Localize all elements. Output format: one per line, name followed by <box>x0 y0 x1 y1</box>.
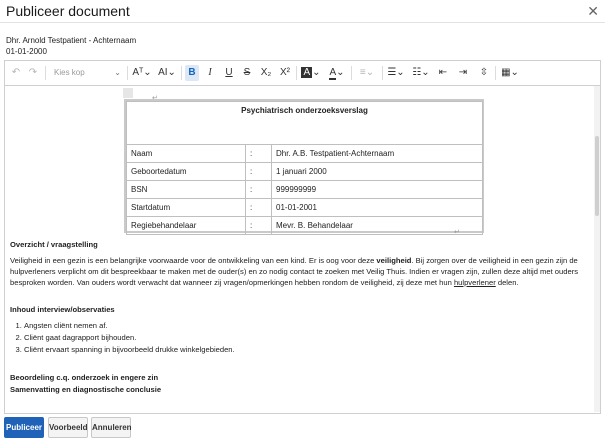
publish-button[interactable]: Publiceer <box>4 417 44 438</box>
table-cell-sep: : <box>246 163 272 181</box>
bold-button[interactable]: B <box>185 65 199 81</box>
strikethrough-button[interactable]: S <box>243 67 251 78</box>
toolbar-divider <box>351 66 352 80</box>
numbered-list-icon[interactable]: ☷⌄ <box>412 67 430 78</box>
table-cell-value: Mevr. B. Behandelaar <box>272 217 483 235</box>
table-row <box>127 181 483 199</box>
table-cell-value: 1 januari 2000 <box>272 163 483 181</box>
table-cell-sep: : <box>246 145 272 163</box>
paragraph-text: . Bij zorgen over de veiligheid in een gezin zijn de hulpverleners verplicht om dit bespreekbaar te maken met de ouder(s) en zo nodig contact te zoeken met Veilig Thuis. Indien er vragen zijn, zullen deze altijd met ouders besproken worden. Van ouders wordt verwacht dat wanneer zij vragen/opmerkingen hebben rondom de veiligheid, zij deze met hun <box>10 256 579 287</box>
numbered-list <box>10 320 595 356</box>
highlight-icon: A <box>303 67 311 78</box>
table-cell-label: Startdatum <box>127 199 246 217</box>
list-item: 1. Angsten cliënt nemen af. <box>24 320 595 332</box>
font-color-icon: A <box>329 67 337 78</box>
table-cell-label: Geboortedatum <box>127 163 246 181</box>
document-body <box>10 239 595 395</box>
insert-paragraph-icon[interactable]: ↵ <box>152 95 158 102</box>
editor-scrollbar[interactable] <box>594 86 600 412</box>
table-row <box>127 199 483 217</box>
list-item: 2. Cliënt gaat dagrapport bijhouden. <box>24 332 595 344</box>
table-row <box>127 163 483 181</box>
outdent-icon[interactable]: ⇤ <box>438 67 448 78</box>
table-cell-value: 01-01-2001 <box>272 199 483 217</box>
report-table-heading: Psychiatrisch onderzoeksverslag <box>127 102 483 145</box>
report-table[interactable] <box>124 99 484 233</box>
table-row <box>127 145 483 163</box>
document-editor[interactable] <box>4 60 601 414</box>
table-cell-sep: : <box>246 217 272 235</box>
table-cell-sep: : <box>246 199 272 217</box>
close-icon[interactable]: ✕ <box>587 3 599 19</box>
table-icon[interactable]: ▦⌄ <box>501 67 519 78</box>
font-family-icon[interactable]: AI⌄ <box>158 67 176 78</box>
insert-paragraph-after-icon[interactable]: ↵ <box>454 229 460 236</box>
toolbar-divider <box>382 66 383 80</box>
table-cell-label: Regiebehandelaar <box>127 217 246 235</box>
align-icon[interactable]: ≡⌄ <box>359 67 375 78</box>
editor-toolbar <box>5 61 600 86</box>
paragraph-link[interactable]: hulpverlener <box>453 278 496 287</box>
heading-dropdown-label: Kies kop <box>54 68 85 77</box>
chevron-down-icon: ⌄ <box>114 68 121 77</box>
editor-content[interactable] <box>5 86 600 412</box>
scrollbar-thumb[interactable] <box>595 136 599 216</box>
subscript-button[interactable]: X₂ <box>260 67 272 78</box>
table-cell-sep: : <box>246 181 272 199</box>
page-break-icon[interactable]: ⇳ <box>479 67 489 78</box>
patient-name: Dhr. Arnold Testpatient - Achternaam <box>6 36 137 45</box>
paragraph-text: delen. <box>495 278 519 287</box>
toolbar-divider <box>296 66 297 80</box>
section-heading: Beoordeling c.q. onderzoek in engere zin <box>10 373 159 382</box>
font-color-button[interactable]: A⌄ <box>329 67 345 78</box>
toolbar-divider <box>45 66 46 80</box>
table-row <box>127 217 483 235</box>
section-heading: Inhoud interview/observaties <box>10 305 115 314</box>
italic-button[interactable]: I <box>208 67 212 78</box>
cancel-button[interactable]: Annuleren <box>91 417 131 438</box>
bulleted-list-icon[interactable]: ☰⌄ <box>387 67 405 78</box>
table-cell-value: 999999999 <box>272 181 483 199</box>
font-size-icon[interactable]: Aᵀ⌄ <box>132 67 152 78</box>
paragraph-text: Veiligheid in een gezin is een belangrijke voorwaarde voor de ontwikkeling van een kind. Er is oog voor deze <box>10 256 377 265</box>
undo-icon[interactable]: ↶ <box>11 67 21 78</box>
patient-birthdate: 01-01-2000 <box>6 47 47 56</box>
preview-button[interactable]: Voorbeeld <box>48 417 88 438</box>
paragraph-bold: veiligheid <box>376 256 412 265</box>
dialog-title: Publiceer document <box>6 3 130 19</box>
underline-button[interactable]: U <box>225 67 233 78</box>
heading-dropdown[interactable] <box>54 66 124 80</box>
highlight-color-button[interactable]: A ⌄ <box>303 67 321 78</box>
table-cell-label: BSN <box>127 181 246 199</box>
toolbar-divider <box>495 66 496 80</box>
superscript-button[interactable]: X² <box>280 67 290 78</box>
section-heading: Overzicht / vraagstelling <box>10 240 98 249</box>
table-cell-value: Dhr. A.B. Testpatient-Achternaam <box>272 145 483 163</box>
dialog-header <box>0 0 605 23</box>
toolbar-divider <box>181 66 182 80</box>
list-item: 3. Cliënt ervaart spanning in bijvoorbeeld drukke winkelgebieden. <box>24 344 595 356</box>
paragraph <box>10 255 595 288</box>
report-table-grid <box>126 101 483 235</box>
table-cell-label: Naam <box>127 145 246 163</box>
indent-icon[interactable]: ⇥ <box>458 67 468 78</box>
patient-info <box>6 35 136 57</box>
table-handle-icon[interactable] <box>123 88 133 98</box>
redo-icon[interactable]: ↷ <box>28 67 38 78</box>
section-heading: Samenvatting en diagnostische conclusie <box>10 385 162 394</box>
toolbar-divider <box>127 66 128 80</box>
